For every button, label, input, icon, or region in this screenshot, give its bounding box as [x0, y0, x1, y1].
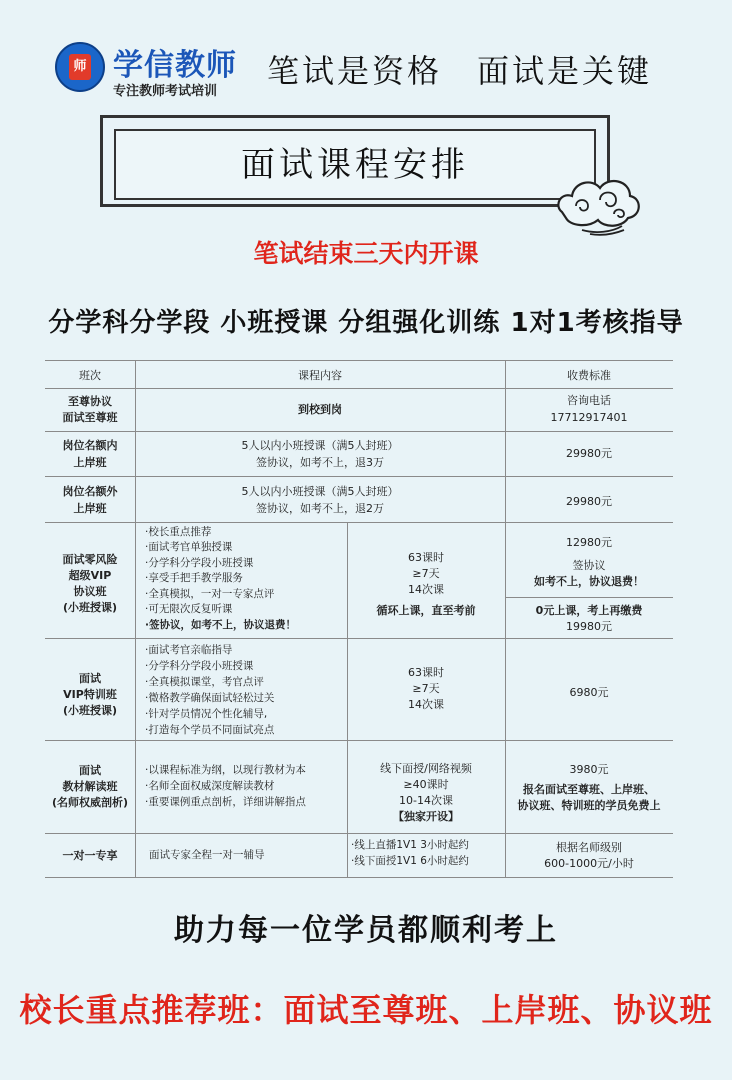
header-fee: 收费标准	[567, 369, 611, 382]
row5-item: ·打造每个学员不同面试亮点	[145, 724, 275, 736]
row7-name: 一对一专享	[62, 849, 118, 862]
row6-item: ·名师全面权威深度解读教材	[145, 780, 275, 792]
slogan: 笔试是资格 面试是关键	[267, 52, 653, 90]
bottom-slogan: 助力每一位学员都顺利考上	[174, 913, 558, 948]
row2-fee: 29980元	[566, 447, 612, 460]
row4-item: ·面试考官单独授课	[145, 541, 233, 553]
row4-fee-a-red: 如考不上，协议退费！	[534, 575, 644, 588]
row7-content: 面试专家全程一对一辅导	[149, 849, 265, 861]
row7-fee-line2: 600-1000元/小时	[544, 857, 634, 870]
row2-content-line2: 签协议，如考不上，退3万	[256, 456, 384, 469]
bottom-recommend-red: 校长重点推荐班：面试至尊班、上岸班、协议班	[19, 991, 713, 1029]
row4-fee-a-note: 签协议	[572, 559, 606, 572]
header-content: 课程内容	[298, 369, 342, 382]
brand-logo	[55, 40, 237, 98]
cloud-ornament-icon	[552, 170, 644, 236]
row4-name-line3: 协议班	[73, 585, 107, 598]
row7-fee-line1: 根据名师级别	[556, 841, 622, 854]
row3-name-line2: 上岸班	[73, 502, 107, 515]
row5-item: ·微格教学确保面试轻松过关	[145, 692, 275, 704]
features-line: 分学科分学段 小班授课 分组强化训练 1对1考核指导	[48, 308, 684, 338]
row5-hours: 63课时	[408, 666, 444, 679]
logo-emblem-char: 师	[69, 54, 91, 80]
row4-item: ·可无限次反复听课	[145, 603, 233, 615]
row6-item: ·重要课例重点剖析，详细讲解指点	[145, 796, 306, 808]
brand-tagline: 专注教师考试培训	[113, 84, 218, 99]
row5-hours: 14次课	[408, 698, 444, 711]
subtitle-red: 笔试结束三天内开课	[253, 239, 479, 268]
row5-item: ·针对学员情况个性化辅导,	[145, 708, 268, 720]
row4-item: ·校长重点推荐	[145, 526, 212, 538]
row5-name-line1: 面试	[79, 672, 101, 685]
row1-name-line2: 面试至尊班	[62, 411, 118, 424]
row4-fee-a: 12980元	[566, 536, 612, 549]
row5-item: ·分学科分学段小班授课	[145, 660, 254, 672]
page-title: 面试课程安排	[114, 129, 596, 200]
row6-hours: 线下面授/网络视频	[380, 762, 472, 775]
row3-content-line2: 签协议，如考不上，退2万	[256, 502, 384, 515]
row4-hours: ≥7天	[412, 567, 440, 580]
row2-name-line2: 上岸班	[73, 456, 107, 469]
row4-name-line2: 超级VIP	[68, 569, 112, 582]
row3-fee: 29980元	[566, 495, 612, 508]
row6-hours: 10-14次课	[399, 794, 453, 807]
row4-item: ·享受手把手教学服务	[145, 572, 243, 584]
row5-item: ·全真模拟课堂，考官点评	[145, 676, 264, 688]
row5-fee: 6980元	[569, 686, 609, 699]
row6-fee-red-line2: 协议班、特训班的学员免费上	[517, 799, 661, 812]
row3-content-line1: 5人以内小班授课（满5人封班）	[241, 485, 399, 498]
row4-item: ·分学科分学段小班授课	[145, 557, 254, 569]
row5-item: ·面试考官亲临指导	[145, 644, 233, 656]
row6-hours: ≥40课时	[403, 778, 449, 791]
brand-name: 学信教师	[113, 48, 237, 83]
row4-hours: 63课时	[408, 551, 444, 564]
row4-fee-b: 19980元	[566, 620, 612, 633]
row1-fee-line2: 17712917401	[550, 411, 628, 424]
row6-item: ·以课程标准为纲，以现行教材为本	[145, 764, 306, 776]
row4-hours-red: 循环上课，直至考前	[376, 604, 476, 617]
row4-item: ·全真模拟，一对一专家点评	[145, 588, 275, 600]
row1-content: 到校到岗	[298, 403, 342, 416]
row6-name-line2: 教材解读班	[62, 780, 118, 793]
row6-name-line3: (名师权威剖析)	[51, 796, 129, 809]
row7-hours-line1: ·线上直播1V1 3小时起约	[351, 839, 469, 851]
row6-fee: 3980元	[569, 763, 609, 776]
row6-fee-red-line1: 报名面试至尊班、上岸班、	[523, 783, 655, 796]
row6-name-line1: 面试	[79, 764, 101, 777]
row5-hours: ≥7天	[412, 682, 440, 695]
row6-hours-red: 【独家开设】	[393, 810, 459, 823]
row1-fee-line1: 咨询电话	[567, 394, 611, 407]
header-class: 班次	[79, 369, 101, 382]
row4-name-line4: (小班授课)	[62, 601, 118, 614]
row2-content-line1: 5人以内小班授课（满5人封班）	[241, 439, 399, 452]
course-table	[45, 360, 673, 878]
row4-fee-b-red: 0元上课，考上再缴费	[535, 604, 643, 617]
row2-name-line1: 岗位名额内	[62, 439, 118, 452]
row5-name-line3: (小班授课)	[62, 704, 118, 717]
row1-name-line1: 至尊协议	[68, 395, 112, 408]
row5-name-line2: VIP特训班	[63, 688, 117, 701]
row7-hours-line2: ·线下面授1V1 6小时起约	[351, 855, 469, 867]
row4-item-red: ·签协议，如考不上，协议退费！	[145, 619, 296, 631]
logo-emblem-icon	[55, 42, 105, 92]
row4-hours: 14次课	[408, 583, 444, 596]
row4-name-line1: 面试零风险	[62, 553, 118, 566]
row3-name-line1: 岗位名额外	[62, 485, 118, 498]
